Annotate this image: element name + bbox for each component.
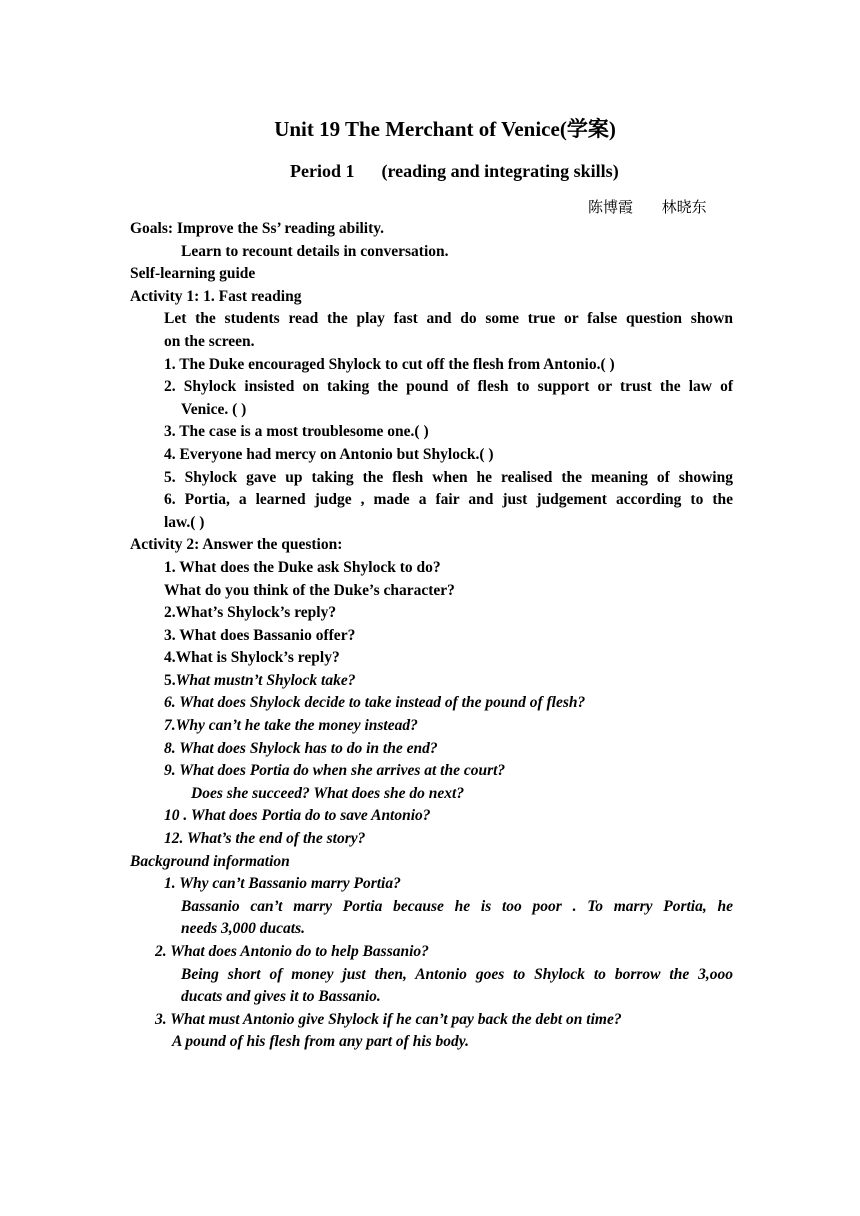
question: 8. What does Shylock has to do in the end? [164,739,438,757]
true-false-question: 1. The Duke encouraged Shylock to cut off the flesh from Antonio.( ) [164,355,615,373]
question: 10 . What does Portia do to save Antonio? [164,807,431,825]
question-number: 5. [164,671,176,689]
background-answer: needs 3,000 ducats. [181,920,305,938]
question: 2.What’s Shylock’s reply? [164,604,337,622]
activity-intro: Let the students read the play fast and do some true or false question shown [164,310,733,328]
question: 12. What’s the end of the story? [164,830,366,848]
true-false-question: 2. Shylock insisted on taking the pound of flesh to support or trust the law of [164,378,733,396]
activity-intro: on the screen. [164,332,255,350]
background-answer: Bassanio can’t marry Portia because he is too poor . To marry Portia, he [181,897,733,915]
question [130,670,733,693]
authors: 陈博霞 林晓东 [588,198,707,216]
question: 1. What does the Duke ask Shylock to do? [164,558,441,576]
true-false-question: 3. The case is a most troublesome one.( ) [164,423,429,441]
section-heading: Background information [130,852,290,870]
activity-heading: Activity 1: 1. Fast reading [130,287,302,305]
goals-line: Learn to recount details in conversation. [181,242,449,260]
true-false-question: 6. Portia, a learned judge , made a fair and just judgement according to the [164,491,733,509]
background-answer: Being short of money just then, Antonio goes to Shylock to borrow the 3,ooo [181,965,733,983]
period-subtitle: Period 1 (reading and integrating skills) [290,161,619,181]
question: 3. What does Bassanio offer? [164,626,356,644]
true-false-question: 4. Everyone had mercy on Antonio but Shylock.( ) [164,445,494,463]
question: 9. What does Portia do when she arrives at the court? [164,762,506,780]
goals-line: Goals: Improve the Ss’ reading ability. [130,220,385,237]
question: 4.What is Shylock’s reply? [164,649,340,667]
true-false-question: 5. Shylock gave up taking the flesh when he realised the meaning of showing [164,468,733,486]
background-answer: A pound of his flesh from any part of his body. [172,1033,469,1051]
true-false-question: Venice. ( ) [181,400,247,418]
true-false-question: law.( ) [164,513,205,531]
background-question: 2. What does Antonio do to help Bassanio? [155,943,429,960]
background-question: 1. Why can’t Bassanio marry Portia? [164,875,401,893]
background-question: 3. What must Antonio give Shylock if he can’t pay back the debt on time? [155,1010,622,1028]
page-title: Unit 19 The Merchant of Venice(学案) [274,117,616,141]
activity-heading: Activity 2: Answer the question: [130,536,343,554]
question-text: What mustn’t Shylock take? [175,671,356,689]
background-answer: ducats and gives it to Bassanio. [181,988,381,1006]
question: Does she succeed? What does she do next? [191,784,465,802]
question: 6. What does Shylock decide to take instead of the pound of flesh? [164,694,586,712]
section-heading: Self-learning guide [130,265,256,283]
question: What do you think of the Duke’s character? [164,581,455,599]
document-body [130,218,733,1054]
question: 7.Why can’t he take the money instead? [164,717,418,735]
